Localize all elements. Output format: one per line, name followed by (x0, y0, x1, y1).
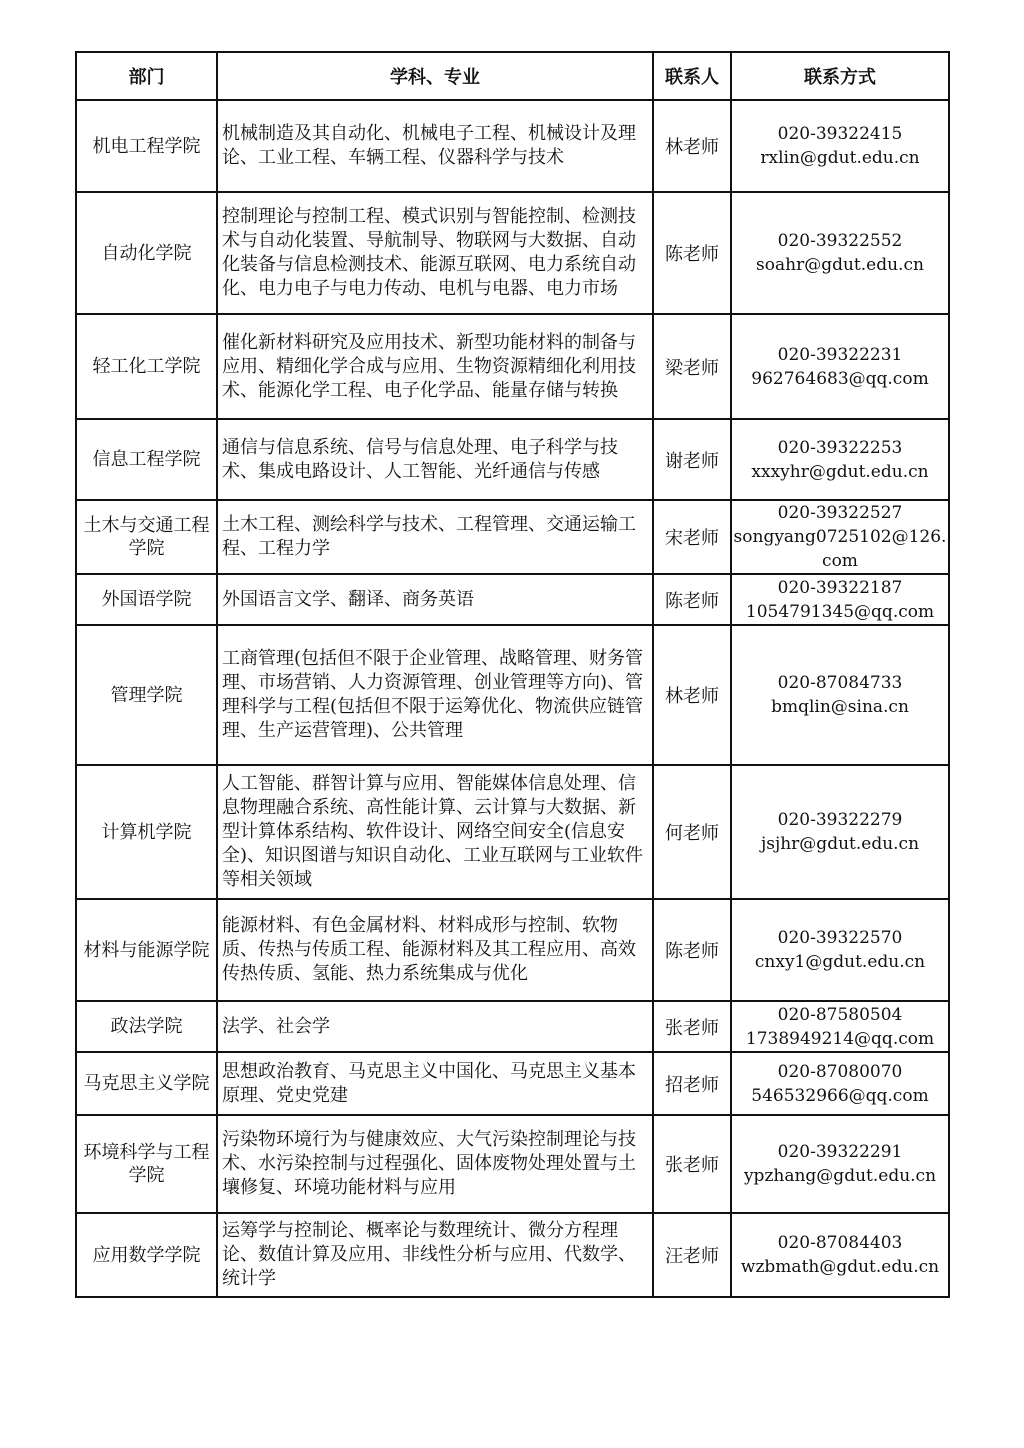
contact-info-cell (731, 419, 949, 500)
contact-phone: 020-39322279 (777, 810, 903, 830)
department-cell: 机电工程学院 (76, 100, 217, 192)
contact-person-cell: 宋老师 (653, 500, 731, 574)
department-cell: 管理学院 (76, 625, 217, 765)
fields-cell: 法学、社会学 (217, 1001, 653, 1052)
department-cell: 计算机学院 (76, 765, 217, 899)
header-contact-person: 联系人 (653, 52, 731, 100)
department-cell: 外国语学院 (76, 574, 217, 625)
fields-cell: 外国语言文学、翻译、商务英语 (217, 574, 653, 625)
fields-cell: 工商管理(包括但不限于企业管理、战略管理、财务管理、市场营销、人力资源管理、创业管理等方向)、管理科学与工程(包括但不限于运筹优化、物流供应链管理、生产运营管理)、公共管理 (217, 625, 653, 765)
contact-info-cell (731, 765, 949, 899)
department-cell: 自动化学院 (76, 192, 217, 314)
contact-info-cell (731, 1115, 949, 1213)
header-row (76, 52, 949, 100)
contact-phone: 020-39322552 (777, 231, 903, 251)
contact-phone: 020-39322415 (777, 124, 903, 144)
contact-person-cell: 张老师 (653, 1115, 731, 1213)
contact-phone: 020-39322291 (777, 1142, 903, 1162)
fields-cell: 人工智能、群智计算与应用、智能媒体信息处理、信息物理融合系统、高性能计算、云计算与大数据、新型计算体系结构、软件设计、网络空间安全(信息安全)、知识图谱与知识自动化、工业互联网与工业软件等相关领域 (217, 765, 653, 899)
department-cell: 轻工化工学院 (76, 314, 217, 419)
contact-person-cell: 陈老师 (653, 899, 731, 1001)
contact-email: wzbmath@gdut.edu.cn (740, 1257, 940, 1277)
table-row (76, 500, 949, 574)
contact-phone: 020-87080070 (777, 1061, 903, 1082)
department-cell: 材料与能源学院 (76, 899, 217, 1001)
department-cell: 土木与交通工程学院 (76, 500, 217, 574)
contact-person-cell: 谢老师 (653, 419, 731, 500)
table-row (76, 625, 949, 765)
contact-person-cell: 林老师 (653, 625, 731, 765)
department-cell: 马克思主义学院 (76, 1052, 217, 1115)
contact-phone: 020-39322253 (777, 437, 903, 458)
contact-email: xxxyhr@gdut.edu.cn (751, 461, 929, 482)
contact-email: jsjhr@gdut.edu.cn (760, 834, 920, 854)
contact-person-cell: 陈老师 (653, 192, 731, 314)
table-row (76, 1052, 949, 1115)
department-cell: 环境科学与工程学院 (76, 1115, 217, 1213)
contact-phone: 020-39322187 (777, 577, 903, 598)
contact-info-cell (731, 1052, 949, 1115)
contact-info-cell (731, 625, 949, 765)
contact-person-cell: 何老师 (653, 765, 731, 899)
contact-person-cell: 汪老师 (653, 1213, 731, 1297)
contact-info-cell (731, 1001, 949, 1052)
fields-cell: 污染物环境行为与健康效应、大气污染控制理论与技术、水污染控制与过程强化、固体废物处理处置与土壤修复、环境功能材料与应用 (217, 1115, 653, 1213)
table-row (76, 899, 949, 1001)
contact-info-cell (731, 500, 949, 574)
table-row (76, 1213, 949, 1297)
contact-person-cell: 林老师 (653, 100, 731, 192)
table-row (76, 314, 949, 419)
table-row (76, 765, 949, 899)
table-row (76, 100, 949, 192)
contact-info-cell (731, 574, 949, 625)
fields-cell: 土木工程、测绘科学与技术、工程管理、交通运输工程、工程力学 (217, 500, 653, 574)
contact-person-cell: 张老师 (653, 1001, 731, 1052)
contact-email: 1054791345@qq.com (745, 601, 935, 622)
contact-email: bmqlin@sina.cn (771, 697, 909, 717)
contact-info-cell (731, 314, 949, 419)
table-row (76, 1115, 949, 1213)
contact-email: 546532966@qq.com (751, 1085, 929, 1106)
fields-cell: 机械制造及其自动化、机械电子工程、机械设计及理论、工业工程、车辆工程、仪器科学与技术 (217, 100, 653, 192)
table-body (76, 100, 949, 1297)
contact-person-cell: 陈老师 (653, 574, 731, 625)
header-fields: 学科、专业 (217, 52, 653, 100)
table-row (76, 419, 949, 500)
department-cell: 政法学院 (76, 1001, 217, 1052)
fields-cell: 思想政治教育、马克思主义中国化、马克思主义基本原理、党史党建 (217, 1052, 653, 1115)
header-department: 部门 (76, 52, 217, 100)
contact-phone: 020-87084733 (777, 673, 903, 693)
fields-cell: 能源材料、有色金属材料、材料成形与控制、软物质、传热与传质工程、能源材料及其工程应用、高效传热传质、氢能、热力系统集成与优化 (217, 899, 653, 1001)
contact-phone: 020-87084403 (777, 1233, 903, 1253)
table-row (76, 192, 949, 314)
contact-person-cell: 招老师 (653, 1052, 731, 1115)
contact-email: songyang0725102@126.com (733, 527, 947, 571)
fields-cell: 催化新材料研究及应用技术、新型功能材料的制备与应用、精细化学合成与应用、生物资源精细化利用技术、能源化学工程、电子化学品、能量存储与转换 (217, 314, 653, 419)
contact-phone: 020-39322231 (777, 344, 903, 365)
contact-phone: 020-39322527 (777, 503, 903, 523)
contact-email: 1738949214@qq.com (745, 1028, 935, 1049)
header-contact-info: 联系方式 (731, 52, 949, 100)
contact-email: 962764683@qq.com (751, 368, 929, 389)
contact-info-cell (731, 100, 949, 192)
fields-cell: 控制理论与控制工程、模式识别与智能控制、检测技术与自动化装置、导航制导、物联网与大数据、自动化装备与信息检测技术、能源互联网、电力系统自动化、电力电子与电力传动、电机与电器、电力市场 (217, 192, 653, 314)
contact-email: rxlin@gdut.edu.cn (760, 148, 920, 168)
contact-info-cell (731, 899, 949, 1001)
department-cell: 应用数学学院 (76, 1213, 217, 1297)
contact-person-cell: 梁老师 (653, 314, 731, 419)
contact-phone: 020-87580504 (777, 1004, 903, 1025)
contact-table (75, 51, 950, 1298)
contact-email: ypzhang@gdut.edu.cn (743, 1166, 937, 1186)
fields-cell: 通信与信息系统、信号与信息处理、电子科学与技术、集成电路设计、人工智能、光纤通信与传感 (217, 419, 653, 500)
department-cell: 信息工程学院 (76, 419, 217, 500)
contact-phone: 020-39322570 (777, 928, 903, 948)
table-row (76, 1001, 949, 1052)
contact-info-cell (731, 1213, 949, 1297)
contact-email: cnxy1@gdut.edu.cn (754, 952, 926, 972)
table-row (76, 574, 949, 625)
fields-cell: 运筹学与控制论、概率论与数理统计、微分方程理论、数值计算及应用、非线性分析与应用、代数学、统计学 (217, 1213, 653, 1297)
contact-email: soahr@gdut.edu.cn (756, 255, 924, 275)
contact-info-cell (731, 192, 949, 314)
